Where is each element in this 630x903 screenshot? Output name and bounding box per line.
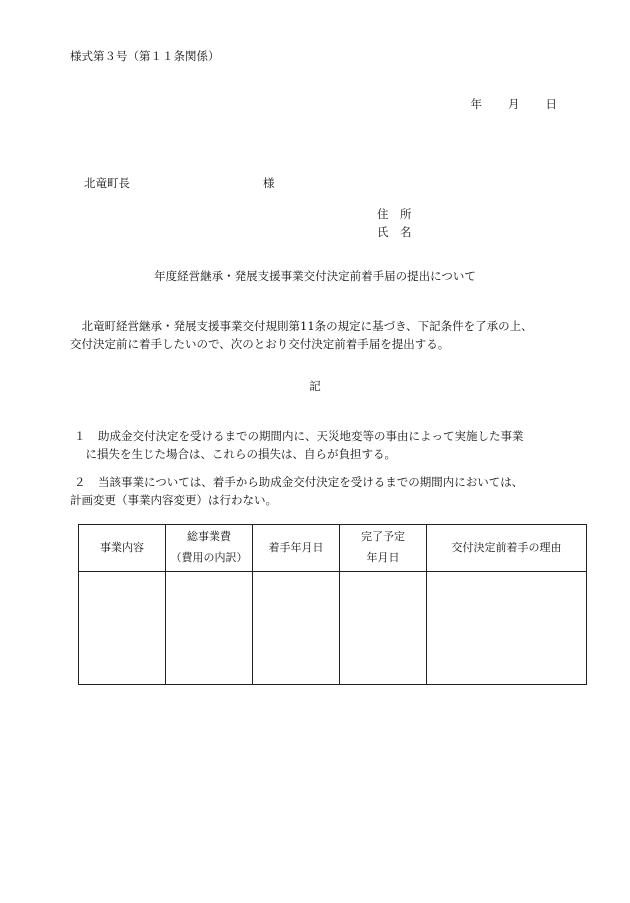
cell-completion-date[interactable] xyxy=(340,572,427,685)
form-number: 様式第３号（第１１条関係） xyxy=(70,49,220,63)
cell-total-cost[interactable] xyxy=(166,572,253,685)
cell-project-content[interactable] xyxy=(79,572,166,685)
cell-reason[interactable] xyxy=(427,572,587,685)
header-project-content: 事業内容 xyxy=(79,525,166,572)
cell-start-date[interactable] xyxy=(253,572,340,685)
project-info-table xyxy=(78,524,587,685)
condition-item-1 xyxy=(74,428,524,464)
applicant-block xyxy=(377,206,412,242)
applicant-address-label: 住 所 xyxy=(377,207,412,221)
body-text xyxy=(70,318,570,354)
date-month: 月 xyxy=(508,97,520,111)
ki-heading: 記 xyxy=(309,379,321,393)
header-completion-date: 完了予定 年月日 xyxy=(340,525,427,572)
header-start-date: 着手年月日 xyxy=(253,525,340,572)
table-row xyxy=(79,572,587,685)
body-line-1: 北竜町経営継承・発展支援事業交付規則第11条の規定に基づき、下記条件を了承の上、 xyxy=(81,319,533,333)
item-number: １ xyxy=(74,429,86,443)
addressee xyxy=(84,175,275,191)
body-line-2: 交付決定前に着手したいので、次のとおり交付決定前着手届を提出する。 xyxy=(70,336,450,351)
item-text-continued: 計画変更（事業内容変更）は行わない。 xyxy=(70,492,277,507)
applicant-name-label: 氏 名 xyxy=(377,224,412,239)
item-number: ２ xyxy=(74,475,86,489)
date-day: 日 xyxy=(545,97,557,111)
date-line xyxy=(471,96,558,112)
item-text: 助成金交付決定を受けるまでの期間内に、天災地変等の事由によって実施した事業 xyxy=(98,429,524,443)
header-total-cost: 総事業費 （費用の内訳） xyxy=(166,525,253,572)
item-text: 当該事業については、着手から助成金交付決定を受けるまでの期間内においては、 xyxy=(98,475,524,489)
addressee-name: 北竜町長 xyxy=(84,176,130,190)
date-year: 年 xyxy=(470,97,482,111)
item-text-continued: に損失を生じた場合は、これらの損失は、自らが負担する。 xyxy=(85,446,396,461)
addressee-honorific: 様 xyxy=(263,176,275,190)
document-title: 年度経営継承・発展支援事業交付決定前着手届の提出について xyxy=(154,269,476,283)
condition-item-2 xyxy=(70,474,524,510)
table-header-row xyxy=(79,525,587,572)
header-reason: 交付決定前着手の理由 xyxy=(427,525,587,572)
